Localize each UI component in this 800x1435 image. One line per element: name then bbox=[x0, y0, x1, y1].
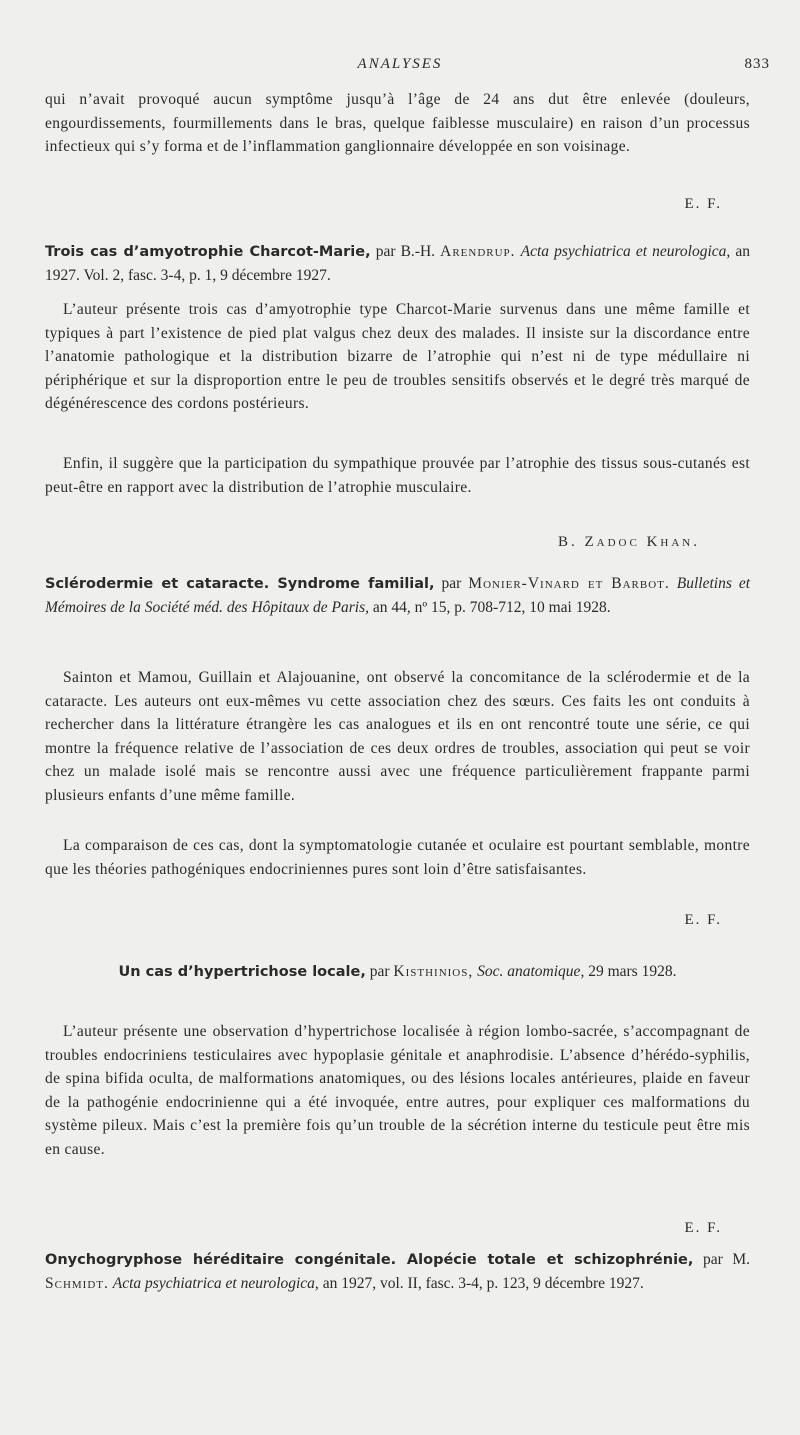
article-by: par bbox=[441, 575, 469, 592]
article-journal: Acta psychiatrica et neurologica, bbox=[520, 243, 731, 260]
article-author: Arendrup. bbox=[440, 243, 516, 260]
article-heading bbox=[45, 572, 750, 620]
article-citation: an 44, nº 15, p. 708-712, 10 mai 1928. bbox=[372, 599, 611, 616]
article-by: par bbox=[369, 963, 394, 980]
article-title: Un cas d’hypertrichose locale, bbox=[118, 964, 366, 980]
article-journal: Bulletins et Mémoires de la Société méd. des Hôpitaux de Paris, bbox=[45, 575, 751, 616]
article-paragraph: L’auteur présente trois cas d’amyotrophie type Charcot-Marie survenus dans une même famille et typiques à part l’existence de pied plat valgus chez deux des malades. Il insiste sur la discordance entre l’anatomie pathologique et la distribution bizarre de l’atrophie qui n’est ni de type médullaire ni périphérique et sur la disproportion entre le peu de troubles sensitifs observés et le degré très marqué de dégénérescence des cordons postérieurs. bbox=[45, 301, 750, 412]
running-head-title: ANALYSES bbox=[357, 56, 443, 72]
article-title: Trois cas d’amyotrophie Charcot-Marie, bbox=[45, 244, 371, 260]
article-journal: Soc. anatomique, bbox=[477, 963, 585, 980]
article-title: Onychogryphose héréditaire congénitale. Alopécie totale et schizophrénie, bbox=[45, 1252, 694, 1268]
article-paragraph: Enfin, il suggère que la participation du sympathique prouvée par l’atrophie des tissus sous-cutanés est peut-être en rapport avec la distribution de l’atrophie musculaire. bbox=[45, 455, 750, 496]
signature: E. F. bbox=[684, 1220, 722, 1236]
article-paragraph: L’auteur présente une observation d’hypertrichose localisée à région lombo-sacrée, s’accompagnant de troubles endocriniens testiculaires avec hypoplasie génitale et anaphrodisie. L’absence d’hérédo-syphilis, de spina bifida oculta, de malformations anatomiques, ou des lésions locales antérieures, plaide en faveur de la pathogénie endocrinienne qui a été invoquée, entre autres, pour expliquer ces malformations du système pileux. Mais c’est la première fois qu’un trouble de la sécrétion interne du testicule peut être mis en cause. bbox=[45, 1023, 750, 1158]
signature: E. F. bbox=[684, 196, 722, 212]
article-paragraph: La comparaison de ces cas, dont la symptomatologie cutanée et oculaire est pourtant semblable, montre que les théories pathogéniques endocriniennes pures sont loin d’être satisfaisantes. bbox=[45, 837, 750, 878]
continued-paragraph: qui n’avait provoqué aucun symptôme jusqu’à l’âge de 24 ans dut être enlevée (douleurs, engourdissements, fourmillements dans le bras, quelque faiblesse musculaire) en raison d’un processus infectieux qui s’y forma et de l’inflammation ganglionnaire développée en son voisinage. bbox=[45, 91, 750, 155]
article-heading bbox=[45, 1248, 750, 1296]
article-author: Kisthinios, bbox=[393, 963, 474, 980]
signature: E. F. bbox=[684, 912, 722, 928]
article-citation: an 1927, vol. II, fasc. 3-4, p. 123, 9 décembre 1927. bbox=[322, 1275, 644, 1292]
article-citation: an 1927. Vol. 2, fasc. 3-4, p. 1, 9 décembre 1927. bbox=[45, 243, 751, 284]
article-author: Monier-Vinard et Barbot. bbox=[468, 575, 670, 592]
article-heading bbox=[45, 240, 750, 288]
article-by: par B.-H. bbox=[375, 243, 441, 260]
article-heading bbox=[45, 960, 750, 984]
article-author: Schmidt. bbox=[45, 1275, 109, 1292]
running-head bbox=[0, 52, 800, 76]
article-by: par M. bbox=[702, 1251, 751, 1268]
article-date: 29 mars 1928. bbox=[588, 963, 677, 980]
article-journal: Acta psychiatrica et neurologica, bbox=[112, 1275, 319, 1292]
signature: B. Zadoc Khan. bbox=[558, 534, 700, 550]
article-title: Sclérodermie et cataracte. Syndrome familial, bbox=[45, 576, 435, 592]
article-paragraph: Sainton et Mamou, Guillain et Alajouanine, ont observé la concomitance de la sclérodermie et de la cataracte. Les auteurs ont eux-mêmes vu cette association chez des sœurs. Ces faits les ont conduits à rechercher dans la littérature étrangère les cas analogues et ils en ont rencontré toute une série, ce qui montre la fréquence relative de l’association de ces deux ordres de troubles, association qui peut se voir chez un malade isolé mais se rencontre aussi avec une fréquence particulièrement frappante parmi plusieurs enfants d’une même famille. bbox=[45, 669, 750, 804]
page-number: 833 bbox=[744, 56, 770, 72]
